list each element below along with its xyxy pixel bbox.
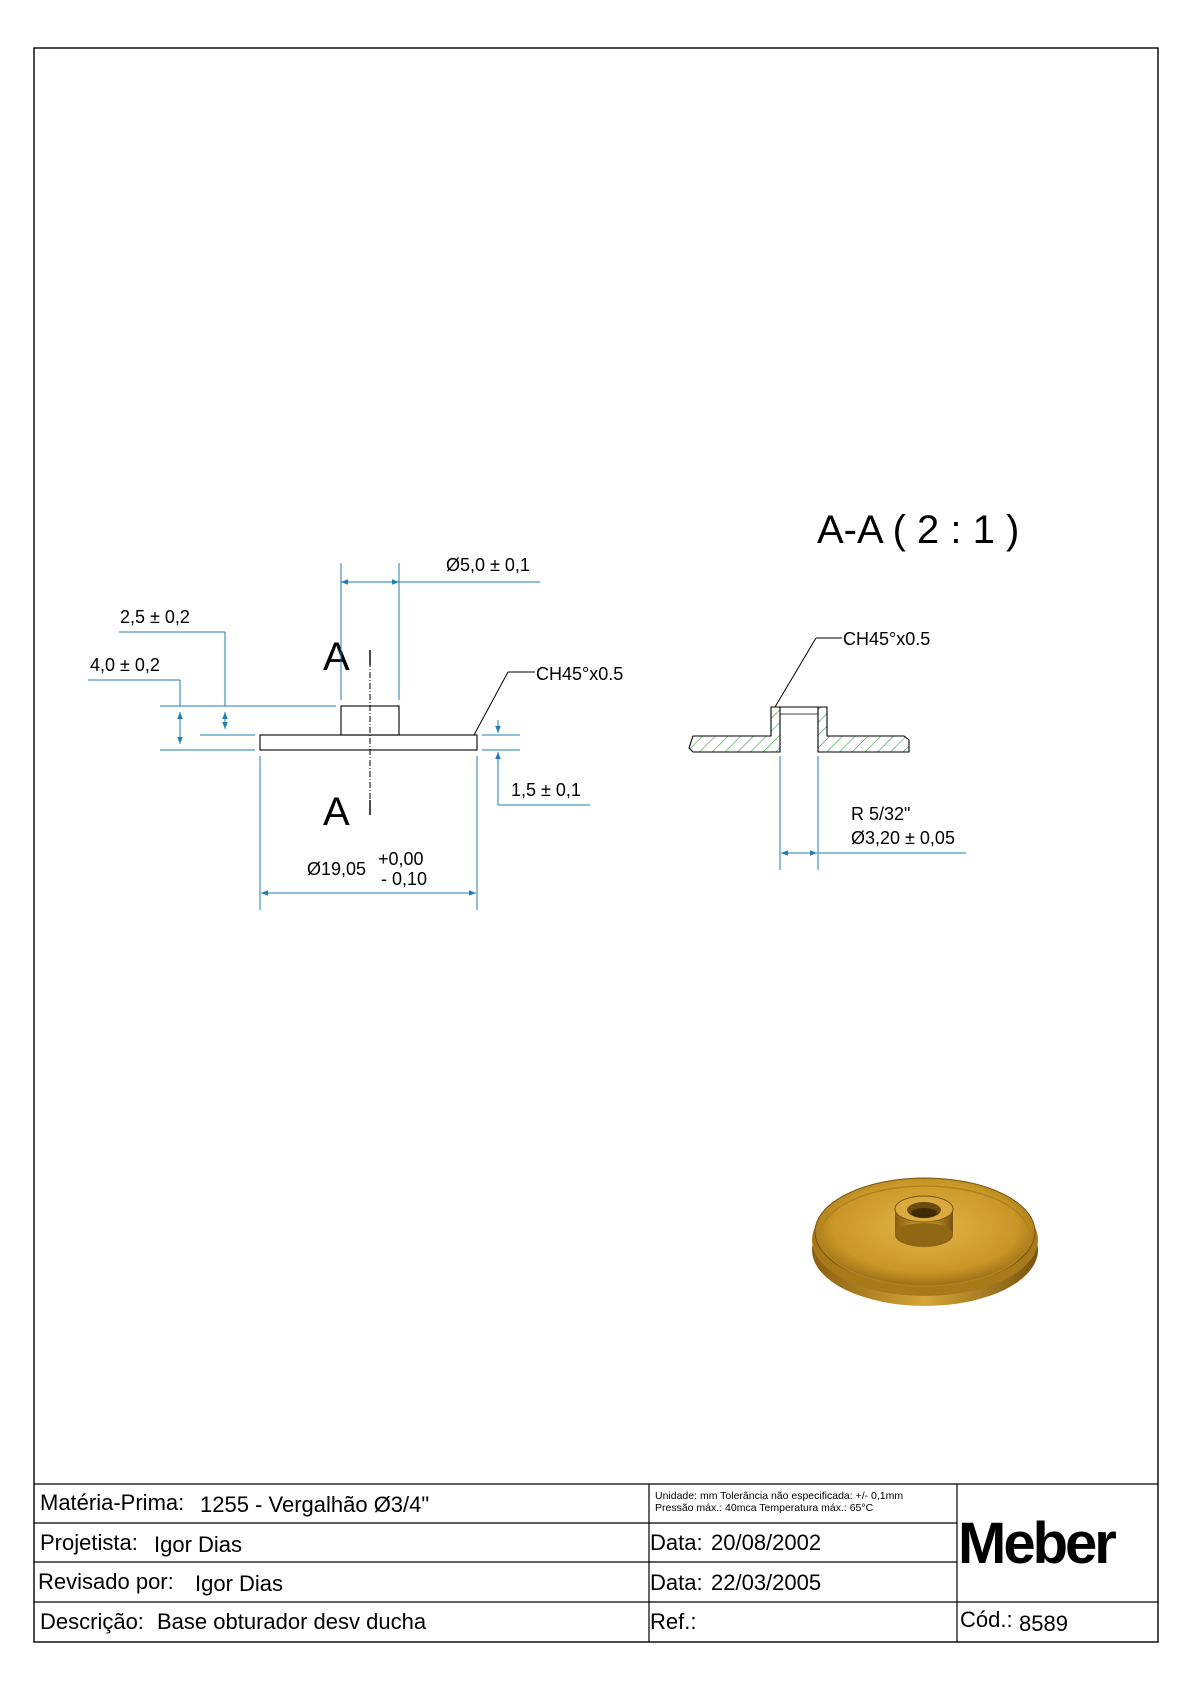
- dim-total-height-label: 4,0 ± 0,2: [90, 655, 160, 675]
- date1-value: 20/08/2002: [711, 1530, 822, 1555]
- date2-label: Data:: [650, 1570, 703, 1595]
- dim-boss-diameter-label: Ø5,0 ± 0,1: [446, 555, 530, 575]
- front-view: [260, 635, 477, 834]
- date2-value: 22/03/2005: [711, 1570, 822, 1595]
- dim-boss-diameter: [341, 563, 540, 700]
- dim-hole-radius-label: R 5/32": [851, 804, 911, 824]
- description-value: Base obturador desv ducha: [157, 1609, 427, 1634]
- flange-outline: [260, 735, 477, 750]
- description-label: Descrição:: [40, 1609, 144, 1634]
- ref-label: Ref.:: [650, 1609, 697, 1634]
- chamfer-leader-section: [775, 638, 842, 707]
- company-logo: Meber: [958, 1511, 1114, 1576]
- chamfer-leader-front: [474, 672, 535, 735]
- dim-total-height: [88, 680, 255, 750]
- dim-boss-height: [119, 632, 336, 735]
- dim-flange-thickness-label: 1,5 ± 0,1: [511, 780, 581, 800]
- dim-boss-height-label: 2,5 ± 0,2: [120, 607, 190, 627]
- material-value: 1255 - Vergalhão Ø3/4": [200, 1492, 430, 1517]
- reviewer-value: Igor Dias: [195, 1571, 284, 1596]
- section-mark-bottom: A: [323, 790, 350, 834]
- date1-label: Data:: [650, 1530, 703, 1555]
- drawing-frame: [34, 48, 1158, 1642]
- code-label: Cód.:: [960, 1607, 1013, 1632]
- chamfer-label-front: CH45°x0.5: [536, 664, 624, 684]
- section-title: A-A ( 2 : 1 ): [817, 508, 1020, 552]
- dim-outer-diameter: [260, 756, 477, 910]
- code-value: 8589: [1019, 1611, 1068, 1636]
- dim-outer-tol-plus: +0,00: [378, 849, 424, 869]
- dim-outer-tol-minus: - 0,10: [381, 869, 428, 889]
- part-3d-render: [812, 1178, 1038, 1306]
- designer-value: Igor Dias: [154, 1532, 243, 1557]
- dim-hole-diameter-label: Ø3,20 ± 0,05: [851, 828, 955, 848]
- section-mark-top: A: [323, 635, 350, 679]
- material-label: Matéria-Prima:: [40, 1490, 185, 1515]
- dim-outer-diameter-label: Ø19,05: [307, 859, 367, 879]
- notes-line-1: Unidade: mm Tolerância não especificada: +/- 0,1mm: [655, 1490, 904, 1502]
- notes-line-2: Pressão máx.: 40mca Temperatura máx.: 65°C: [655, 1502, 874, 1514]
- section-view: [689, 707, 909, 752]
- reviewer-label: Revisado por:: [38, 1569, 174, 1594]
- chamfer-label-section: CH45°x0.5: [843, 629, 931, 649]
- designer-label: Projetista:: [40, 1530, 138, 1555]
